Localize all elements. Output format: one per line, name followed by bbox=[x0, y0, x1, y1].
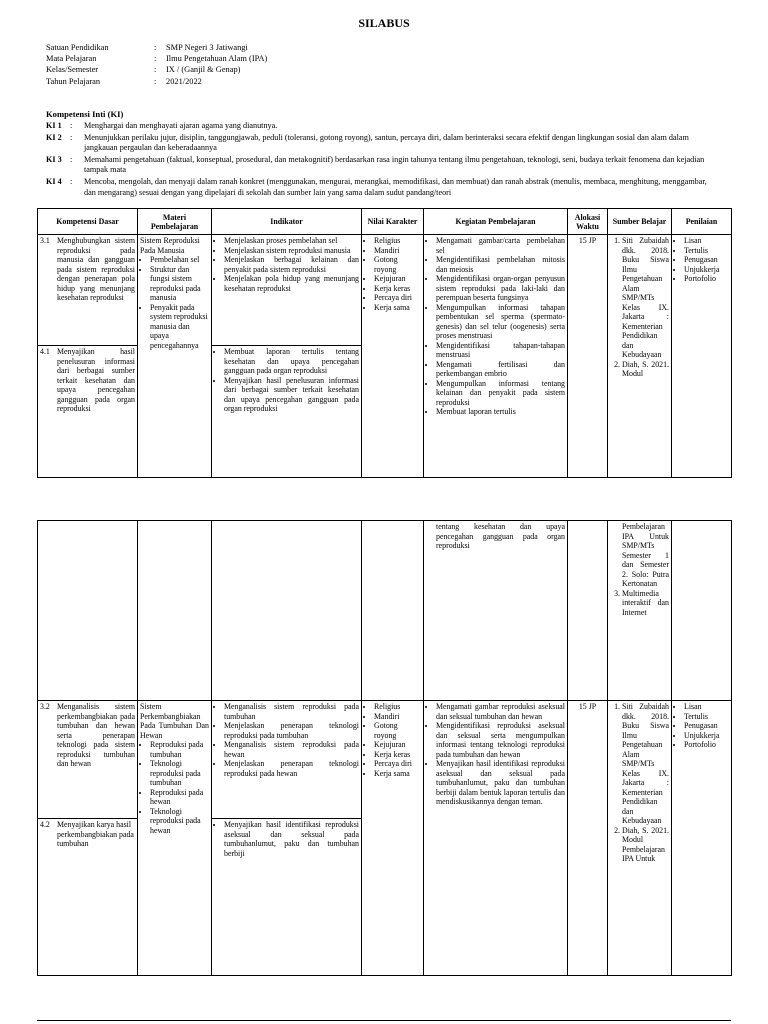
header-sumber-belajar: Sumber Belajar bbox=[608, 209, 672, 235]
kegiatan-cell bbox=[424, 521, 568, 701]
indikator-item: • Menjelaskan penerapan teknologi reproduksi pada tumbuhan bbox=[224, 721, 359, 740]
header-nilai-karakter: Nilai Karakter bbox=[362, 209, 424, 235]
penilaian-item: • Portofolio bbox=[684, 740, 729, 750]
kd-text: Menyajikan hasil penelusuran informasi dari berbagai sumber terkait kesehatan dan upaya pencegahan gangguan pada organ reproduksi bbox=[57, 347, 135, 413]
identity-value: Ilmu Pengetahuan Alam (IPA) bbox=[166, 54, 268, 64]
kegiatan-item: • Mengumpulkan informasi tentang kelainan dan penyakit pada sistem reproduksi bbox=[436, 379, 565, 408]
identity-value: SMP Negeri 3 Jatiwangi bbox=[166, 43, 248, 52]
sumber-item: 1. Siti Zubaidah dkk. 2018. Buku Siswa Ilmu Pengetahuan Alam SMP/MTs Kelas IX. Jakarta : Kementerian Pendidikan dan Kebudayaan bbox=[622, 236, 669, 360]
indikator-item: • Menganalisis sistem reproduksi pada tumbuhan bbox=[224, 702, 359, 721]
sumber-cell bbox=[608, 701, 672, 976]
sumber-item: 2. Diah, S. 2021. Modul Pembelajaran IPA Untuk bbox=[622, 826, 669, 864]
kegiatan-continuation: tentang kesehatan dan upaya pencegahan gangguan pada organ reproduksi bbox=[436, 522, 565, 550]
indikator-item: • Menjelaskan penerapan teknologi reproduksi pada hewan bbox=[224, 759, 359, 778]
silabus-table bbox=[37, 520, 732, 976]
indikator-item: • Membuat laporan tertulis tentang kesehatan dan upaya pencegahan gangguan pada organ reproduksi bbox=[224, 347, 359, 376]
silabus-table bbox=[37, 208, 732, 478]
indikator-cell bbox=[212, 819, 362, 976]
ki-heading: Kompetensi Inti (KI) bbox=[46, 109, 124, 119]
nilai-item: • Kerja sama bbox=[374, 303, 421, 313]
sumber-cell bbox=[608, 235, 672, 478]
kd-cell bbox=[38, 235, 138, 346]
identity-row: Satuan Pendidikan : SMP Negeri 3 Jatiwangi bbox=[46, 43, 248, 52]
kegiatan-cell bbox=[424, 701, 568, 976]
indikator-item: • Menjelaskan sistem reproduksi manusia bbox=[224, 246, 359, 256]
materi-title: Sistem Perkembangbiakan Pada Tumbuhan Dan Hewan bbox=[140, 702, 209, 740]
kd-number: 3.1 bbox=[40, 236, 50, 245]
materi-item: • Reproduksi pada tumbuhan bbox=[150, 740, 209, 759]
nilai-item: • Percaya diri bbox=[374, 293, 421, 303]
alokasi-cell bbox=[568, 521, 608, 701]
ki-item: KI 3 : Memahami pengetahuan (faktual, konseptual, prosedural, dan metakognitif) berdasarkan rasa ingin tahunya tentang ilmu pengetahuan, teknologi, seni, budaya terkait fenomena dan kejadian tampak mata bbox=[46, 155, 710, 176]
header-kompetensi-dasar: Kompetensi Dasar bbox=[38, 209, 138, 235]
penilaian-cell bbox=[672, 235, 732, 478]
materi-item: • Teknologi reproduksi pada hewan bbox=[150, 807, 209, 836]
penilaian-item: • Tertulis bbox=[684, 712, 729, 722]
identity-row: Tahun Pelajaran : 2021/2022 bbox=[46, 76, 202, 86]
identity-label: Mata Pelajaran bbox=[46, 54, 97, 64]
kd-cell bbox=[38, 819, 138, 976]
kd-cell bbox=[38, 521, 138, 701]
indikator-cell bbox=[212, 346, 362, 478]
bottom-rule bbox=[37, 1020, 731, 1021]
nilai-item: • Religius bbox=[374, 236, 421, 246]
alokasi-cell: 15 JP bbox=[568, 235, 608, 478]
sumber-cell bbox=[608, 521, 672, 701]
kegiatan-item: • Mengumpulkan informasi tahapan pembentukan sel sperma (spermato-genesis) dan sel telur (oogenesis) serta proses menstruasi bbox=[436, 303, 565, 341]
nilai-cell bbox=[362, 521, 424, 701]
indikator-item: • Menjelaskan proses pembelahan sel bbox=[224, 236, 359, 246]
materi-title: Sistem Reproduksi Pada Manusia bbox=[140, 236, 200, 255]
penilaian-item: • Portofolio bbox=[684, 274, 729, 284]
identity-value: IX / (Ganjil & Genap) bbox=[166, 65, 241, 75]
header-alokasi-waktu: Alokasi Waktu bbox=[568, 209, 608, 235]
ki-code: KI 4 bbox=[46, 176, 62, 186]
kegiatan-item: • Mengidentifikasi organ-organ penyusun sistem reproduksi pada laki-laki dan perempuan beserta fungsinya bbox=[436, 274, 565, 303]
ki-text: Menghargai dan menghayati ajaran agama yang dianutnya. bbox=[84, 121, 278, 130]
nilai-item: • Kerja keras bbox=[374, 284, 421, 294]
nilai-item: • Kerja keras bbox=[374, 750, 421, 760]
ki-item: KI 1 : Menghargai dan menghayati ajaran agama yang dianutnya. bbox=[46, 121, 710, 132]
ki-code: KI 2 bbox=[46, 132, 62, 142]
nilai-item: • Percaya diri bbox=[374, 759, 421, 769]
indikator-item: • Menyajikan hasil identifikasi reproduksi aseksual dan seksual pada tumbuhanlumut, paku dan tumbuhan berbiji bbox=[224, 820, 359, 858]
alokasi-cell: 15 JP bbox=[568, 701, 608, 976]
materi-item: • Struktur dan fungsi sistem reproduksi pada manusia bbox=[150, 265, 209, 303]
ki-item: KI 2 : Menunjukkan perilaku jujur, disiplin, tanggungjawab, peduli (toleransi, gotong royong), santun, percaya diri, dalam berinteraksi secara efektif dengan lingkungan sosial dan alam dalam jangkauan pergaulan dan keberadaannya bbox=[46, 133, 710, 154]
penilaian-cell bbox=[672, 521, 732, 701]
kd-text: Menganalisis sistem perkembangbiakan pada tumbuhan dan hewan serta penerapan teknologi pada sistem reproduksi tumbuhan dan hewan bbox=[57, 702, 135, 768]
kd-cell bbox=[38, 346, 138, 478]
penilaian-item: • Penugasan bbox=[684, 255, 729, 265]
indikator-cell bbox=[212, 521, 362, 701]
kd-number: 4.1 bbox=[40, 347, 50, 356]
penilaian-cell bbox=[672, 701, 732, 976]
ki-code: KI 1 bbox=[46, 121, 62, 130]
header-materi: Materi Pembelajaran bbox=[138, 209, 212, 235]
indikator-item: • Menjelakan pola hidup yang menunjang kesehatan reproduksi bbox=[224, 274, 359, 293]
indikator-item: • Menyajikan hasil penelusuran informasi dari berbagai sumber terkait kesehatan dan upaya pencegahan gangguan pada organ reproduksi bbox=[224, 376, 359, 414]
header-penilaian: Penilaian bbox=[672, 209, 732, 235]
materi-item: • Penyakit pada system reproduksi manusia dan upaya pencegahannya bbox=[150, 303, 209, 351]
sumber-item: 2. Diah, S. 2021. Modul bbox=[622, 360, 669, 379]
penilaian-item: • Penugasan bbox=[684, 721, 729, 731]
identity-label: Satuan Pendidikan bbox=[46, 43, 109, 52]
materi-item: • Teknologi reproduksi pada tumbuhan bbox=[150, 759, 209, 788]
ki-list bbox=[46, 121, 710, 199]
identity-block bbox=[46, 42, 267, 87]
nilai-cell bbox=[362, 235, 424, 478]
kegiatan-item: • Menyajikan hasil identifikasi reproduksi aseksual dan seksual pada tumbuhanlumut, paku dan tumbuhan berbiji dalam bentuk laporan tertulis dan mendiskusikannya dengan teman. bbox=[436, 759, 565, 807]
materi-item: • Pembelahan sel bbox=[150, 255, 209, 265]
kegiatan-item: • Mengamati fertilisasi dan perkembangan embrio bbox=[436, 360, 565, 379]
ki-code: KI 3 bbox=[46, 154, 62, 164]
kd-text: Menghubungkan sistem reproduksi pada manusia dan gangguan pada sistem reproduksi dengan penerapan pola hidup yang menunjang kesehatan reproduksi bbox=[57, 236, 135, 302]
materi-item: • Reproduksi pada hewan bbox=[150, 788, 209, 807]
nilai-item: • Kejujuran bbox=[374, 740, 421, 750]
ki-text: Memahami pengetahuan (faktual, konseptual, prosedural, dan metakognitif) berdasarkan rasa ingin tahunya tentang ilmu pengetahuan, teknologi, seni, budaya terkait fenomena dan kejadian tampak mata bbox=[84, 154, 705, 175]
nilai-item: • Gotong royong bbox=[374, 255, 421, 274]
kegiatan-item: • Mengidentifikasi reproduksi aseksual dan seksual serta mengumpulkan informasi tentang teknologi reproduksi pada tumbuhan dan hewan bbox=[436, 721, 565, 759]
header-indikator: Indikator bbox=[212, 209, 362, 235]
kegiatan-item: • Mengidentifikasi pembelahan mitosis dan meiosis bbox=[436, 255, 565, 274]
ki-item: KI 4 : Mencoba, mengolah, dan menyaji dalam ranah konkret (menggunakan, mengurai, merangkai, memodifikasi, dan membuat) dan ranah abstrak (menulis, membaca, menghitung, menggambar, dan mengarang) sesuai dengan yang dipelajari di sekolah dan sumber lain yang sama dalam sudut pandang/teori bbox=[46, 177, 710, 198]
indikator-cell bbox=[212, 701, 362, 819]
materi-cell bbox=[138, 521, 212, 701]
kd-text: Menyajikan karya hasil perkembangbiakan pada tumbuhan bbox=[57, 820, 134, 848]
sumber-continuation: Pembelajaran IPA Untuk SMP/MTs Semester 1 dan Semester 2. Solo: Putra Kertonatan bbox=[622, 522, 669, 588]
materi-cell bbox=[138, 235, 212, 478]
kegiatan-item: • Mengidentifikasi tahapan-tahapan menstruasi bbox=[436, 341, 565, 360]
penilaian-item: • Unjukkerja bbox=[684, 265, 729, 275]
identity-label: Kelas/Semester bbox=[46, 65, 99, 75]
ki-text: Menunjukkan perilaku jujur, disiplin, tanggungjawab, peduli (toleransi, gotong royong), santun, percaya diri, dalam berinteraksi secara efektif dengan lingkungan sosial dan alam dalam jangkauan pergaulan dan keberadaannya bbox=[84, 132, 689, 153]
materi-cell bbox=[138, 701, 212, 976]
nilai-item: • Gotong royong bbox=[374, 721, 421, 740]
kegiatan-item: • Mengamati gambar/carta pembelahan sel bbox=[436, 236, 565, 255]
nilai-item: • Religius bbox=[374, 702, 421, 712]
indikator-item: • Menjelaskan berbagai kelainan dan penyakit pada sistem reproduksi bbox=[224, 255, 359, 274]
indikator-item: • Menganalisis sistem reproduksi pada hewan bbox=[224, 740, 359, 759]
indikator-cell bbox=[212, 235, 362, 346]
nilai-cell bbox=[362, 701, 424, 976]
kegiatan-cell bbox=[424, 235, 568, 478]
header-kegiatan: Kegiatan Pembelajaran bbox=[424, 209, 568, 235]
kegiatan-item: • Membuat laporan tertulis bbox=[436, 407, 565, 417]
nilai-item: • Kejujuran bbox=[374, 274, 421, 284]
identity-row: Kelas/Semester : IX / (Ganjil & Genap) bbox=[46, 65, 241, 75]
sumber-item: 1. Siti Zubaidah dkk. 2018. Buku Siswa Ilmu Pengetahuan Alam SMP/MTs Kelas IX. Jakarta : Kementerian Pendidikan dan Kebudayaan bbox=[622, 702, 669, 826]
kd-number: 3.2 bbox=[40, 702, 50, 711]
penilaian-item: • Unjukkerja bbox=[684, 731, 729, 741]
penilaian-item: • Tertulis bbox=[684, 246, 729, 256]
page-title: SILABUS bbox=[358, 16, 410, 30]
sumber-item: 3. Multimedia interaktif dan Internet bbox=[622, 589, 669, 618]
kegiatan-item: • Mengamati gambar reproduksi aseksual dan seksual tumbuhan dan hewan bbox=[436, 702, 565, 721]
identity-value: 2021/2022 bbox=[166, 76, 202, 86]
nilai-item: • Mandiri bbox=[374, 246, 421, 256]
identity-row: Mata Pelajaran : Ilmu Pengetahuan Alam (IPA) bbox=[46, 54, 268, 64]
nilai-item: • Kerja sama bbox=[374, 769, 421, 779]
identity-label: Tahun Pelajaran bbox=[46, 76, 101, 86]
kd-number: 4.2 bbox=[40, 820, 50, 829]
penilaian-item: • Lisan bbox=[684, 236, 729, 246]
penilaian-item: • Lisan bbox=[684, 702, 729, 712]
ki-text: Mencoba, mengolah, dan menyaji dalam ranah konkret (menggunakan, mengurai, merangkai, memodifikasi, dan membuat) dan ranah abstrak (menulis, membaca, menghitung, menggambar, dan mengarang) sesuai dengan yang dipelajari di sekolah dan sumber lain yang sama dalam sudut pandang/teori bbox=[84, 176, 707, 197]
kd-cell bbox=[38, 701, 138, 819]
nilai-item: • Mandiri bbox=[374, 712, 421, 722]
